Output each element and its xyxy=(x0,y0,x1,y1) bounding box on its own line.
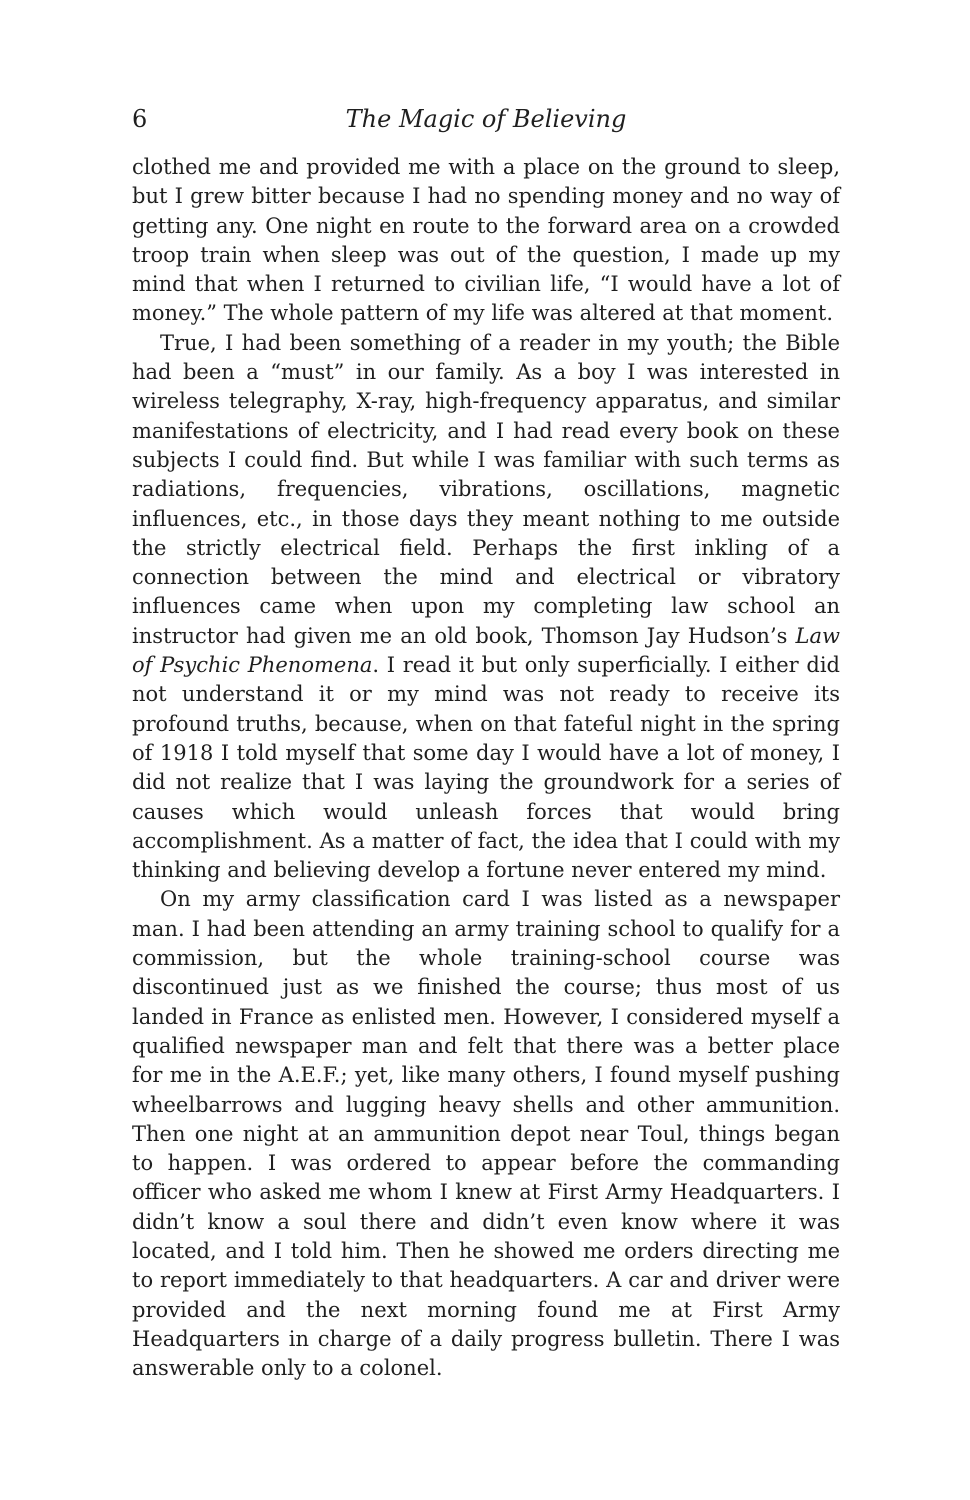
paragraph-text-after: . I read it but only superficially. I either did not understand it or my mind was not ready to receive its profound truths, because, when on that fateful night in the spring of 1918 I told myself that some day I would have a lot of money, I did not realize that I was laying the groundwork for a series of causes which would unleash forces that would bring accomplishment. As a matter of fact, the idea that I could with my thinking and believing develop a fortune never entered my mind. xyxy=(132,653,840,883)
running-head xyxy=(132,101,840,137)
page-number: 6 xyxy=(132,105,148,133)
book-title-reference: Law of Psychic Phenomena xyxy=(132,623,840,678)
paragraph-army-classification: On my army classification card I was listed as a newspaper man. I had been attending an army training school to qualify for a commission, but the whole training-school course was discontinued just as we finished the course; thus most of us landed in France as enlisted men. However, I considered myself a qualified newspaper man and felt that there was a better place for me in the A.E.F.; yet, like many others, I found myself pushing wheelbarrows and lugging heavy shells and other ammunition. Then one night at an ammunition depot near Toul, things began to happen. I was ordered to appear before the commanding officer who asked me whom I knew at First Army Headquarters. I didn’t know a soul there and didn’t even know where it was located, and I told him. Then he showed me orders directing me to report immediately to that headquarters. A car and driver were provided and the next morning found me at First Army Headquarters in charge of a daily progress bulletin. There I was answerable only to a colonel. xyxy=(132,887,840,1381)
paragraph-continuation: clothed me and provided me with a place on the ground to sleep, but I grew bitter because I had no spending money and no way of getting any. One night en route to the forward area on a crowded troop train when sleep was out of the question, I made up my mind that when I returned to civilian life, “I would have a lot of money.” The whole pattern of my life was altered at that moment. xyxy=(132,155,840,326)
paragraph-text-before: True, I had been something of a reader in my youth; the Bible had been a “must” in our family. As a boy I was interested in wireless telegraphy, X-ray, high-frequency apparatus, and similar manifestations of electricity, and I had read every book on these subjects I could find. But while I was familiar with such terms as radiations, frequencies, vibrations, oscillations, magnetic influences, etc., in those days they meant nothing to me outside the strictly electrical field. Perhaps the first inkling of a connection between the mind and electrical or vibratory influences came when upon my completing law school an instructor had given me an old book, Thomson Jay Hudson’s xyxy=(132,330,840,648)
book-title: The Magic of Believing xyxy=(345,105,627,133)
body-text xyxy=(132,153,840,1383)
paragraph-reading-youth xyxy=(132,329,840,886)
